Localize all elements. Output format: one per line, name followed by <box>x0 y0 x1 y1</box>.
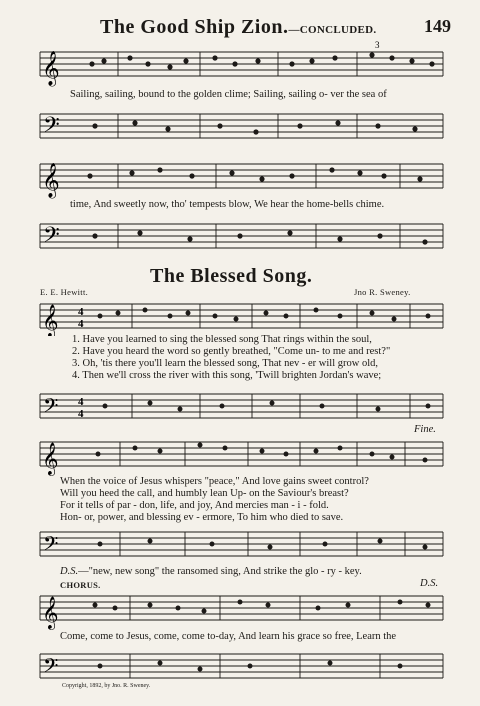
verse-4: 4. Then we'll cross the river with this song, 'Twill brighten Jordan's wave; <box>72 370 382 381</box>
svg-text:4: 4 <box>78 306 84 318</box>
triplet-mark: 3 <box>375 40 380 50</box>
staff-song2-system-2-bass <box>0 524 480 566</box>
svg-text:𝄞: 𝄞 <box>42 596 59 629</box>
ds-right-label: D.S. <box>420 578 439 589</box>
svg-text:𝄞: 𝄞 <box>42 304 59 336</box>
svg-text:4: 4 <box>78 396 84 408</box>
concluded-label: —CONCLUDED. <box>288 24 377 36</box>
svg-text:4: 4 <box>78 318 84 330</box>
song2-title: The Blessed Song. <box>150 265 313 287</box>
svg-text:𝄢: 𝄢 <box>43 394 59 422</box>
author-credit: E. E. Hewitt. <box>40 287 89 297</box>
refrain-line-4: Hon- or, power, and blessing ev - ermore, To him who died to save. <box>60 512 344 523</box>
copyright-notice: Copyright, 1892, by Jno. R. Sweney. <box>62 683 151 689</box>
svg-text:𝄞: 𝄞 <box>42 442 59 475</box>
svg-text:𝄞: 𝄞 <box>42 163 60 198</box>
svg-text:𝄢: 𝄢 <box>43 654 59 682</box>
svg-text:𝄢: 𝄢 <box>43 532 59 560</box>
svg-text:𝄢: 𝄢 <box>43 113 60 143</box>
verse-3: 3. Oh, 'tis there you'll learn the blessed song, That nev - er will grow old, <box>72 358 378 369</box>
staff-song2-system-1-treble <box>0 296 480 336</box>
chorus-label: CHORUS. <box>60 580 101 590</box>
svg-text:4: 4 <box>78 408 84 420</box>
composer-credit: Jno R. Sweney. <box>354 287 411 297</box>
staff-system-1-bass <box>0 104 480 152</box>
svg-text:𝄢: 𝄢 <box>43 223 60 253</box>
staff-song2-system-2-treble <box>0 432 480 476</box>
fine-marking: Fine. <box>414 424 436 435</box>
song1-lyric-line-2: time, And sweetly now, tho' tempests blow, We hear the home-bells chime. <box>70 199 385 210</box>
svg-text:𝄞: 𝄞 <box>42 51 60 86</box>
refrain-line-2: Will you heed the call, and humbly lean Up- on the Saviour's breast? <box>60 488 349 499</box>
staff-system-1-treble <box>0 38 480 88</box>
ds-line: D.S.—"new, new song" the ransomed sing, And strike the glo - ry - key. <box>60 566 362 577</box>
verse-1: 1. Have you learned to sing the blessed song That rings within the soul, <box>72 334 372 345</box>
refrain-line-3: For it tells of par - don, life, and joy, And mercies man - i - fold. <box>60 500 329 511</box>
staff-song2-system-1-bass <box>0 384 480 428</box>
page-number: 149 <box>424 16 451 36</box>
verse-2: 2. Have you heard the word so gently breathed, "Come un- to me and rest?" <box>72 346 391 357</box>
refrain-line-1: When the voice of Jesus whispers "peace," And love gains sweet control? <box>60 476 369 487</box>
staff-system-2-bass <box>0 214 480 262</box>
song-title: The Good Ship Zion.—CONCLUDED. <box>100 16 377 38</box>
staff-system-2-treble <box>0 152 480 200</box>
chorus-line: Come, come to Jesus, come, come to-day, And learn his grace so free, Learn the <box>60 631 397 642</box>
ds-label: D.S. <box>60 566 79 577</box>
staff-chorus-treble <box>0 586 480 630</box>
song1-lyric-line-1: Sailing, sailing, bound to the golden clime; Sailing, sailing o- ver the sea of <box>70 89 387 100</box>
